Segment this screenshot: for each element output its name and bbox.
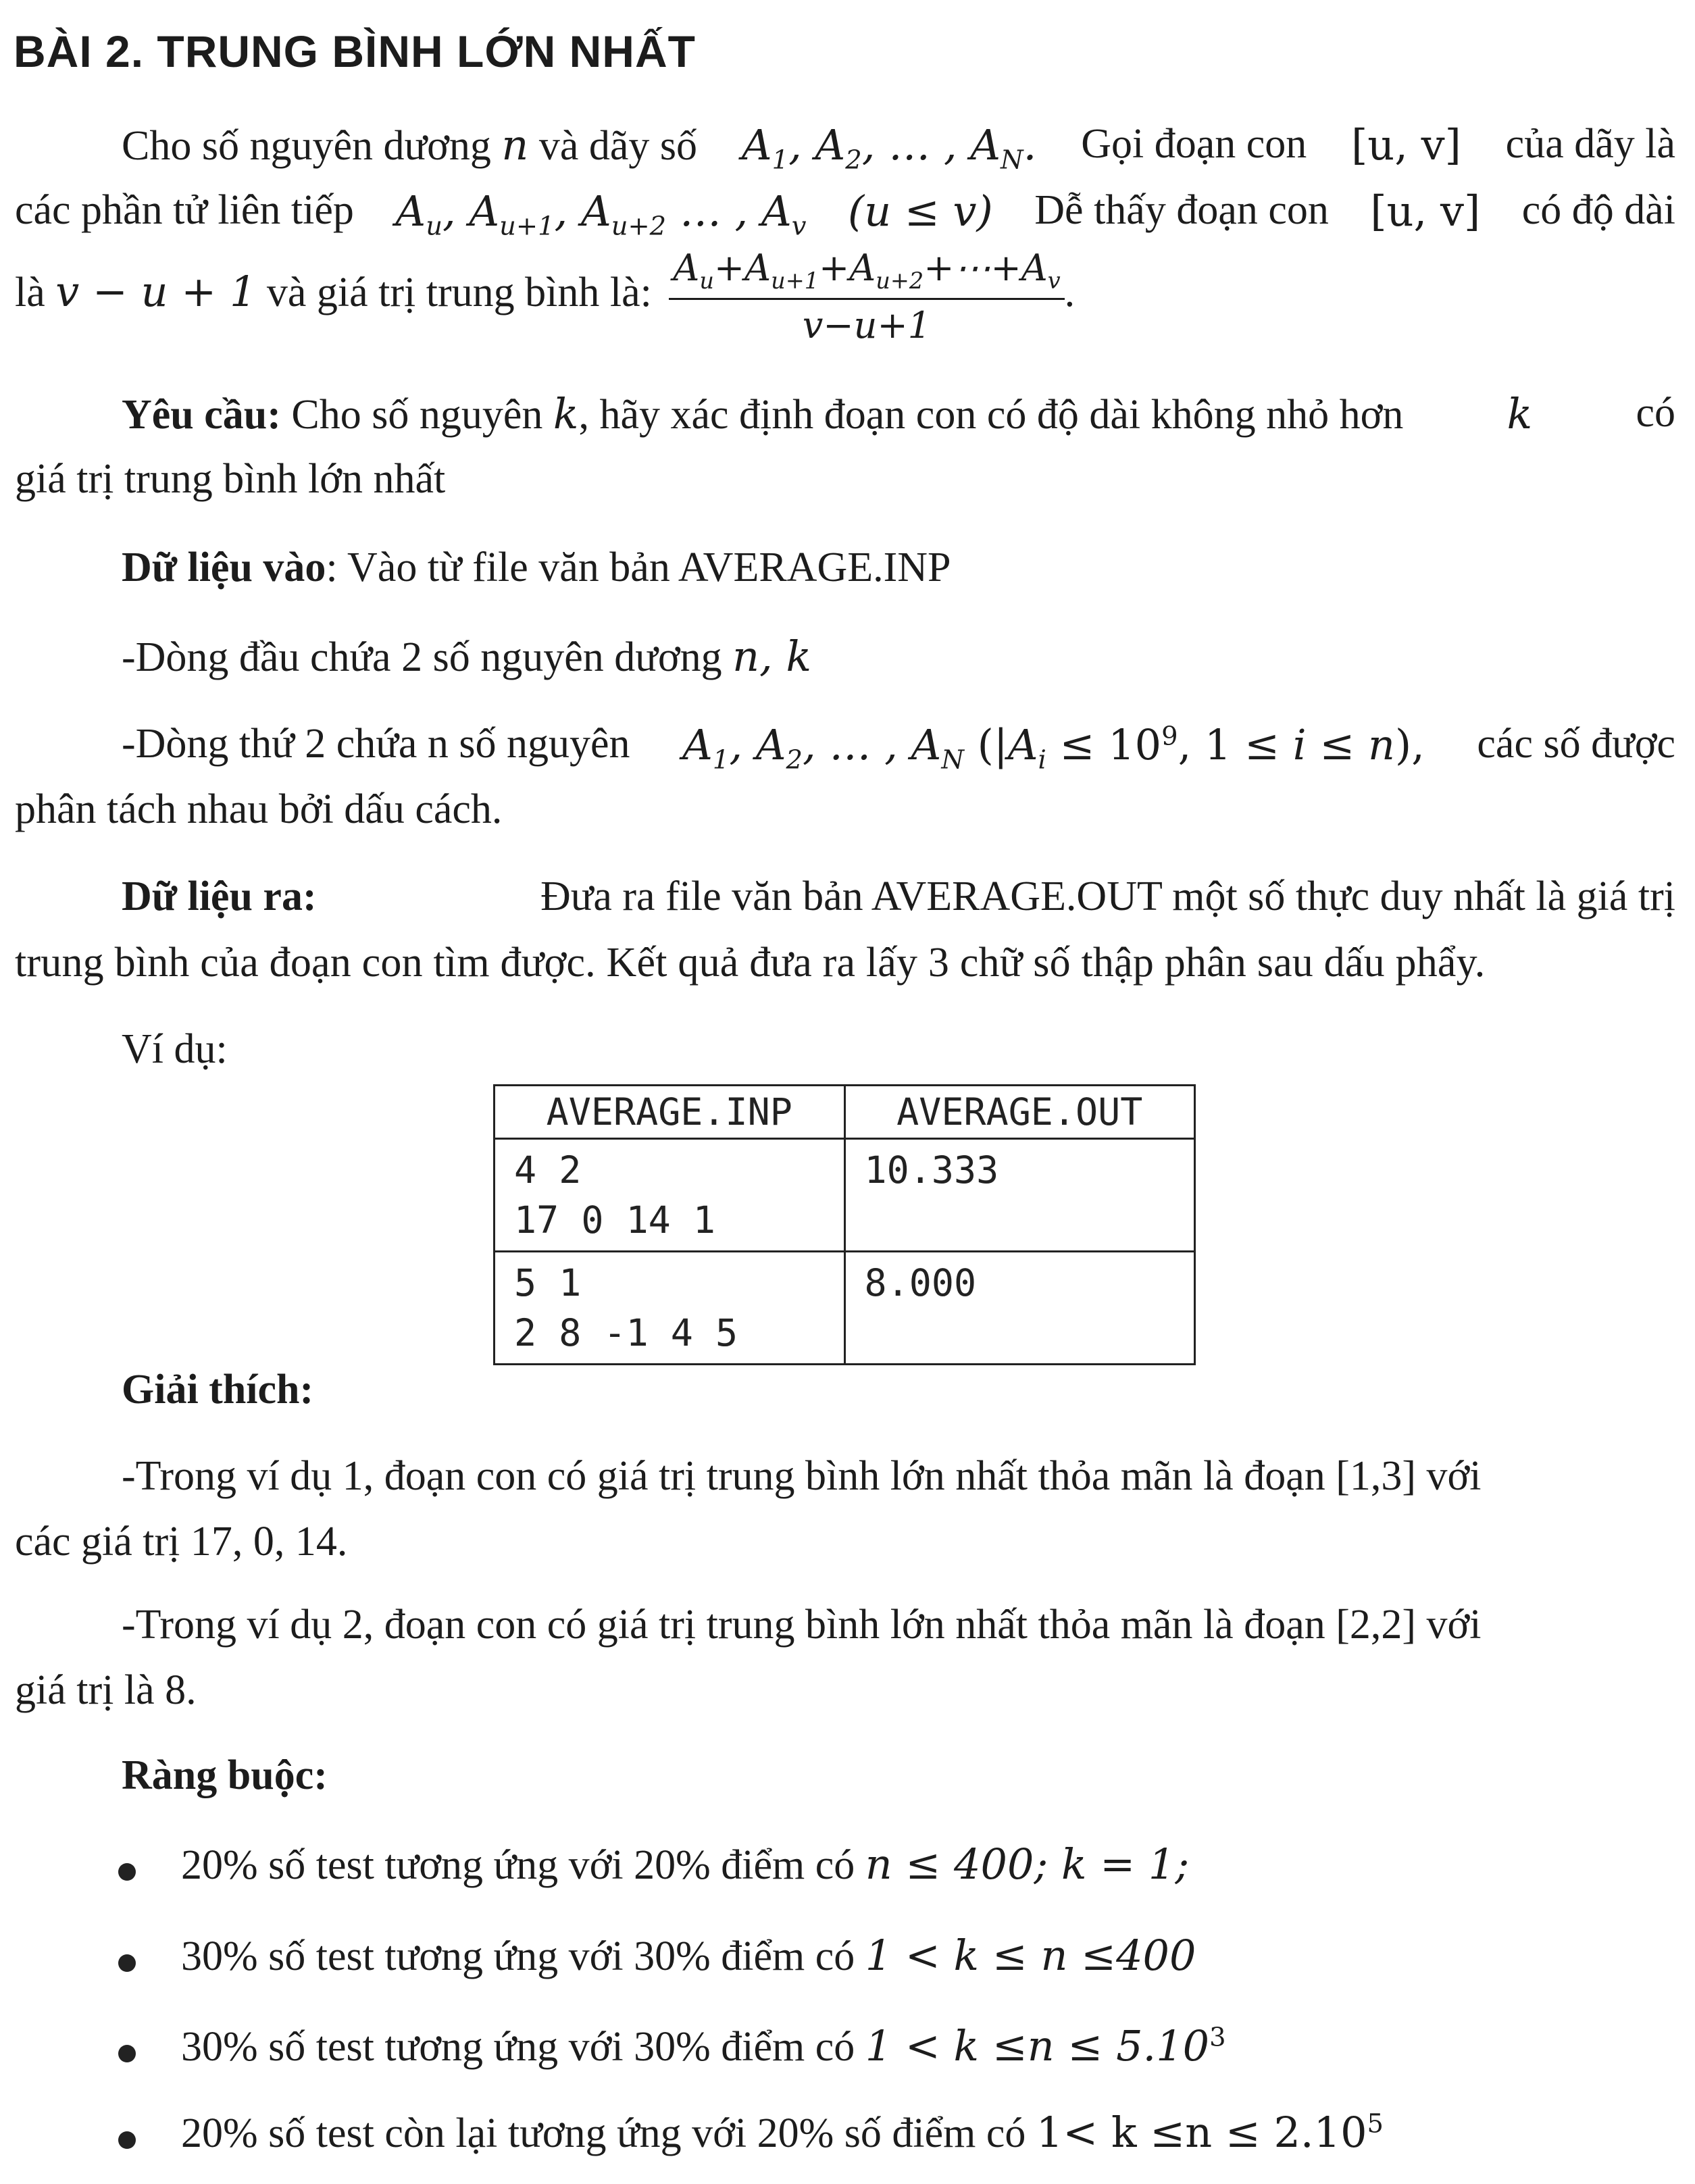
header-input-file: AVERAGE.INP [495,1086,845,1139]
input-section: Dữ liệu vào: Vào từ file văn bản AVERAGE.INP [122,544,951,590]
page-title: BÀI 2. TRUNG BÌNH LỚN NHẤT [14,26,696,76]
intro-line-2: các phần tử liên tiếp $A_u$, $A_{u+1}$, $A_{u+2}$ … , $A_v$ (u ≤ v) Dễ thấy đoạn con [u, v] có độ dài [15,186,1675,242]
input-constraint-formula: $A_1$, $A_2$, … , $A_N$ ($|A_i \le 10^9$, 1 ≤ i ≤ n), [682,720,1425,776]
example-input-cell: 5 1 2 8 -1 4 5 [495,1252,845,1365]
bullet-icon [118,1863,136,1881]
example-input-cell: 4 2 17 0 14 1 [495,1139,845,1252]
explanation-label: Giải thích: [122,1367,314,1413]
example-label: Ví dụ: [122,1026,228,1072]
output-line-2: trung bình của đoạn con tìm được. Kết quả đưa ra lấy 3 chữ số thập phân sau dấu phẩy. [15,940,1486,986]
example-output-cell: 10.333 [844,1139,1195,1252]
example-table [493,1084,1196,1365]
intro-line-1: Cho số nguyên dương n và dãy số $A_1$, $A_2$, … , $A_N$. Gọi đoạn con [u, v] của dãy là [122,120,1675,176]
bullet-icon [118,2131,136,2149]
output-line-1: Dữ liệu ra: Đưa ra file văn bản AVERAGE.OUT một số thực duy nhất là giá trị [122,873,1675,919]
explanation-2-line-1: -Trong ví dụ 2, đoạn con có giá trị trung bình lớn nhất thỏa mãn là đoạn [2,2] với [122,1602,1482,1648]
constraint-item-2: 30% số test tương ứng với 30% điểm có 1 < k ≤ n ≤400 [181,1931,1196,1980]
explanation-1-line-2: các giá trị 17, 0, 14. [15,1519,348,1565]
constraints-label: Ràng buộc: [122,1752,328,1798]
explanation-2-line-2: giá trị là 8. [15,1667,197,1713]
bullet-icon [118,2045,136,2062]
average-formula: $\frac{A_u+A_{u+1}+A_{u+2}+\cdots+A_v}{v-u+1}$ [669,247,1064,347]
constraint-item-4: 20% số test còn lại tương ứng với 20% số điểm có $1< k \le n \le 2.10^5$ [181,2108,1384,2157]
constraint-item-3: 30% số test tương ứng với 30% điểm có $1 < k \le n \le 5.10^3$ [181,2021,1226,2071]
bullet-icon [118,1954,136,1972]
input-line-1: -Dòng đầu chứa 2 số nguyên dương n, k [122,632,812,681]
input-line-2: -Dòng thứ 2 chứa n số nguyên $A_1$, $A_2$, … , $A_N$ ($|A_i \le 10^9$, 1 ≤ i ≤ n), các số được [122,720,1675,776]
intro-line-3: là v − u + 1 và giá trị trung bình là: $\frac{A_u+A_{u+1}+A_{u+2}+\cdots+A_v}{v-u+1}$ . [15,247,1076,347]
sequence-a1-an: $A_1$, $A_2$, … , $A_N$. [741,120,1037,176]
input-line-3: phân tách nhau bởi dấu cách. [15,786,503,832]
sequence-au-av: $A_u$, $A_{u+1}$, $A_{u+2}$ … , $A_v$ [395,186,807,242]
constraint-item-1: 20% số test tương ứng với 20% điểm có n ≤ 400; k = 1; [181,1839,1190,1889]
table-row [495,1252,1195,1365]
table-row [495,1139,1195,1252]
header-output-file: AVERAGE.OUT [844,1086,1195,1139]
example-output-cell: 8.000 [844,1252,1195,1365]
explanation-1-line-1: -Trong ví dụ 1, đoạn con có giá trị trung bình lớn nhất thỏa mãn là đoạn [1,3] với [122,1453,1482,1499]
requirement-line-1: Yêu cầu: Cho số nguyên k, hãy xác định đoạn con có độ dài không nhỏ hơn k có [122,389,1675,438]
table-header-row [495,1086,1195,1139]
requirement-line-2: giá trị trung bình lớn nhất [15,456,446,502]
